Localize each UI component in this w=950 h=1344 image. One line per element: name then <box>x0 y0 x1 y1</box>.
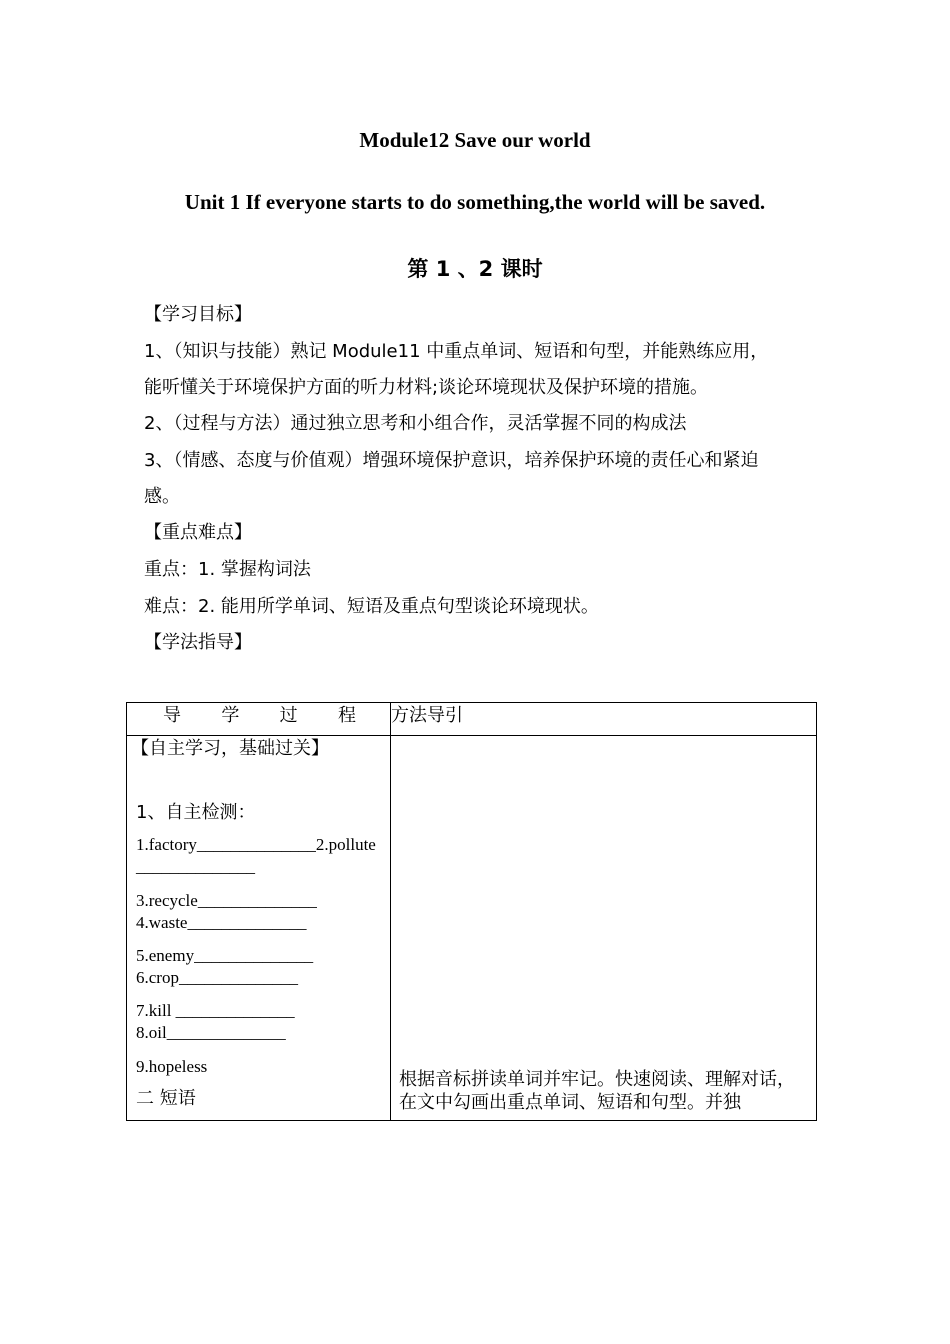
objective-2: 2、（过程与方法）通过独立思考和小组合作，灵活掌握不同的构成法 <box>144 413 687 434</box>
header-char-2: 学 <box>221 705 240 726</box>
method-guide-heading: 【学法指导】 <box>144 632 252 653</box>
table-body-row <box>127 736 817 1121</box>
unit-title: Unit 1 If everyone starts to do something,the world will be saved. <box>184 190 766 214</box>
header-char-3: 过 <box>279 705 298 726</box>
objective-1-line-1: 1、（知识与技能）熟记 Module11 中重点单词、短语和句型，并能熟练应用， <box>144 341 769 362</box>
objective-3-line-2: 感。 <box>144 486 180 507</box>
key-points-heading: 【重点难点】 <box>144 522 252 543</box>
module-title: Module12 Save our world <box>359 128 591 152</box>
header-char-4: 程 <box>337 705 356 726</box>
header-char-1: 导 <box>163 705 181 726</box>
section-title: 【自主学习，基础过关】 <box>131 738 329 759</box>
table-header-row <box>127 703 817 736</box>
lesson-title: 第 1 、2 课时 <box>407 257 543 281</box>
header-method-cell: 方法导引 <box>391 703 817 736</box>
method-guidance-text: 根据音标拼读单词并牢记。快速阅读、理解对话，在文中勾画出重点单词、短语和句型。并独 <box>399 1069 795 1113</box>
phrases-heading: 二 短语 <box>136 1088 196 1109</box>
objective-1-line-2: 能听懂关于环境保护方面的听力材料;谈论环境现状及保护环境的措施。 <box>144 377 709 398</box>
focus-point: 重点：1. 掌握构词法 <box>144 559 311 580</box>
vocab-line-1: 1.factory______________2.pollute ______________ <box>136 835 376 876</box>
vocab-line-3: 5.enemy______________ 6.crop______________ <box>136 946 314 987</box>
objectives-heading: 【学习目标】 <box>144 304 252 325</box>
header-process-cell <box>127 703 391 736</box>
vocab-line-2: 3.recycle______________ 4.waste______________ <box>136 891 317 932</box>
method-cell <box>391 736 817 1121</box>
process-cell <box>127 736 391 1121</box>
vocab-line-4: 7.kill ______________ 8.oil______________ <box>136 1001 295 1042</box>
objective-3-line-1: 3、（情感、态度与价值观）增强环境保护意识，培养保护环境的责任心和紧迫 <box>144 450 759 471</box>
study-guide-table <box>126 702 817 1121</box>
vocab-line-5: 9.hopeless <box>136 1057 208 1076</box>
self-test-label: 1、自主检测： <box>136 802 256 823</box>
difficulty-point: 难点：2. 能用所学单词、短语及重点句型谈论环境现状。 <box>144 596 599 617</box>
